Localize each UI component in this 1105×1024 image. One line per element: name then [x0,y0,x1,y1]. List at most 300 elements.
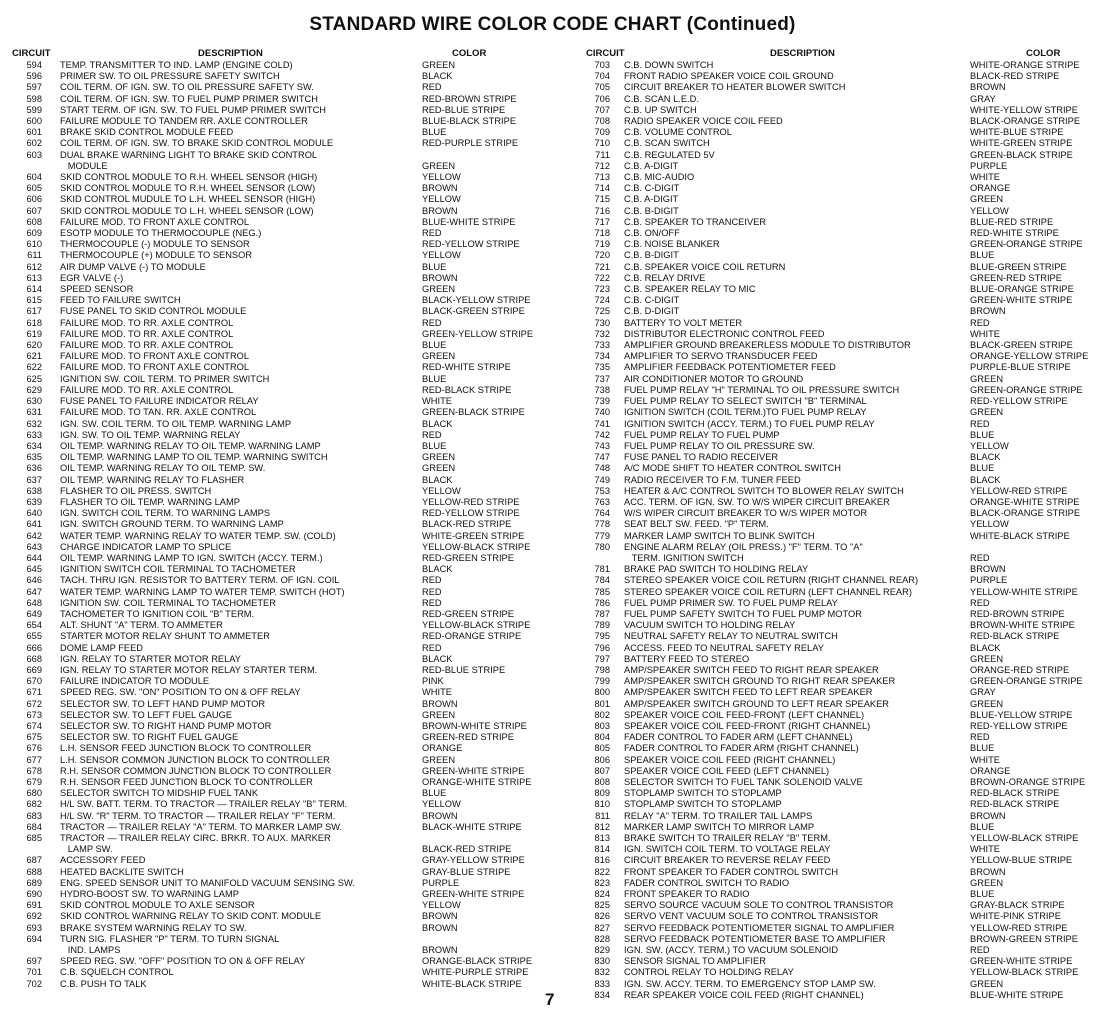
table-row [6,340,550,351]
wire-color: RED-WHITE STRIPE [970,228,1059,239]
wire-color: WHITE-PURPLE STRIPE [422,967,529,978]
wire-description: FAILURE MOD. TO RR. AXLE CONTROL [60,384,234,395]
wire-description: IGNITION SWITCH (COIL TERM.)TO FUEL PUMP RELAY [624,407,867,418]
circuit-number: 643 [26,541,42,552]
table-row [584,486,1105,497]
wire-description: SKID CONTROL MODULE TO L.H. WHEEL SENSOR (LOW) [60,205,314,216]
wire-description: AMP/SPEAKER SWITCH GROUND TO LEFT REAR SPEAKER [624,698,890,709]
wire-description: IGN. SWITCH GROUND TERM. TO WARNING LAMP [60,519,284,530]
table-row [584,654,1105,665]
circuit-number: 732 [594,328,610,339]
wire-description: C.B. REGULATED 5V [624,149,715,160]
wire-color: RED [970,552,990,563]
circuit-number: 613 [26,272,42,283]
wire-description: FAILURE MOD. TO TAN. RR. AXLE CONTROL [60,407,257,418]
wire-color: WHITE [970,844,1000,855]
table-row [584,699,1105,710]
wire-color: GREEN-ORANGE STRIPE [970,676,1083,687]
wire-color: GRAY-BLACK STRIPE [970,900,1065,911]
wire-color: WHITE-BLACK STRIPE [970,530,1070,541]
wire-color: BROWN [970,82,1006,93]
wire-description: ACC. TERM. OF IGN. SW. TO W/S WIPER CIRCUIT BREAKER [624,496,890,507]
wire-color: BLACK-GREEN STRIPE [422,306,525,317]
wire-color: BROWN [422,183,458,194]
table-row [6,329,550,340]
wire-description: SPEED REG. SW. "OFF" POSITION TO ON & OFF RELAY [60,956,306,967]
wire-color: RED-WHITE STRIPE [422,362,511,373]
circuit-number: 690 [26,889,42,900]
wire-color: RED-YELLOW STRIPE [970,396,1068,407]
table-row [584,620,1105,631]
circuit-number: 733 [594,340,610,351]
wire-color: BROWN [422,911,458,922]
table-row [584,553,1105,564]
circuit-number: 707 [594,104,610,115]
table-row [584,385,1105,396]
wire-color: GREEN [970,978,1004,989]
wire-description: STARTER MOTOR RELAY SHUNT TO AMMETER [60,631,270,642]
circuit-number: 730 [594,317,610,328]
circuit-number: 715 [594,194,610,205]
wire-color: WHITE [422,687,452,698]
page-title: STANDARD WIRE COLOR CODE CHART (Continued) [309,14,796,35]
wire-color: YELLOW [422,250,461,261]
circuit-number: 671 [26,687,42,698]
wire-color: GREEN [422,754,456,765]
wire-description: AMP/SPEAKER SWITCH FEED TO RIGHT REAR SPEAKER [624,664,879,675]
circuit-number: 682 [26,799,42,810]
wire-color: BROWN [422,205,458,216]
circuit-number: 670 [26,676,42,687]
circuit-number: 603 [26,149,42,160]
table-row [584,71,1105,82]
wire-color: RED [970,945,990,956]
table-row [584,441,1105,452]
wire-description: AMPLIFIER GROUND BREAKERLESS MODULE TO DISTRIBUTOR [624,340,911,351]
wire-description: AIR CONDITIONER MOTOR TO GROUND [624,373,804,384]
wire-description: FAILURE MOD. TO FRONT AXLE CONTROL [60,351,250,362]
wire-description: COIL TERM. OF IGN. SW. TO FUEL PUMP PRIMER SWITCH [60,93,318,104]
circuit-number: 829 [594,945,610,956]
table-row [6,766,550,777]
table-row [584,878,1105,889]
wire-color: RED-YELLOW STRIPE [970,720,1068,731]
circuit-number: 798 [594,664,610,675]
circuit-number: 614 [26,284,42,295]
table-row [584,374,1105,385]
wire-color: BROWN [422,810,458,821]
wire-description: H/L SW. BATT. TERM. TO TRACTOR — TRAILER RELAY "B" TERM. [60,799,348,810]
table-row [584,743,1105,754]
wire-description: IND. LAMPS [60,945,121,956]
wire-description: DOME LAMP FEED [60,642,144,653]
wire-color: RED [422,317,442,328]
wire-description: TACH. THRU IGN. RESISTOR TO BATTERY TERM. OF IGN. COIL [60,575,340,586]
circuit-number: 714 [594,183,610,194]
wire-description: SPEAKER VOICE COIL FEED (RIGHT CHANNEL) [624,754,836,765]
table-row [6,643,550,654]
wire-description: ACCESSORY FEED [60,855,146,866]
wire-color: BLUE [422,261,447,272]
table-row [6,833,550,844]
wire-color: GREEN-ORANGE STRIPE [970,239,1083,250]
wire-color: BROWN [422,945,458,956]
wire-color: BLUE [970,463,995,474]
circuit-number: 708 [594,116,610,127]
wire-description: BATTERY TO VOLT METER [624,317,743,328]
circuit-number: 828 [594,933,610,944]
table-row [584,855,1105,866]
wire-color: GREEN-WHITE STRIPE [422,889,525,900]
wire-color: RED-BROWN STRIPE [970,608,1065,619]
wire-color: RED-GREEN STRIPE [422,552,514,563]
circuit-number: 636 [26,463,42,474]
table-row [6,878,550,889]
wire-description: C.B. C-DIGIT [624,295,680,306]
table-row [6,60,550,71]
wire-description: SERVO SOURCE VACUUM SOLE TO CONTROL TRANSISTOR [624,900,894,911]
wire-description: SELECTOR SW. TO LEFT HAND PUMP MOTOR [60,698,266,709]
wire-description: STEREO SPEAKER VOICE COIL RETURN (LEFT CHANNEL REAR) [624,586,912,597]
wire-description: RADIO SPEAKER VOICE COIL FEED [624,116,783,127]
circuit-number: 617 [26,306,42,317]
table-row [6,508,550,519]
right-column [584,48,1105,1001]
table-row [6,194,550,205]
wire-color: PURPLE [970,160,1008,171]
circuit-number: 826 [594,911,610,922]
wire-description: BRAKE SWITCH TO TRAILER RELAY "B" TERM. [624,833,831,844]
wire-color: GREEN [422,351,456,362]
wire-description: FRONT RADIO SPEAKER VOICE COIL GROUND [624,71,834,82]
table-row [584,340,1105,351]
wire-color: GREEN [422,284,456,295]
circuit-number: 834 [594,989,610,1000]
table-row [6,497,550,508]
table-row [584,900,1105,911]
table-row [6,956,550,967]
circuit-number: 692 [26,911,42,922]
wire-color: GREEN-BLACK STRIPE [970,149,1073,160]
wire-description: TRACTOR — TRAILER RELAY "A" TERM. TO MARKER LAMP SW. [60,821,343,832]
wire-color: RED [422,575,442,586]
table-row [584,508,1105,519]
wire-color: BLUE [970,250,995,261]
circuit-number: 806 [594,754,610,765]
wire-description: WATER TEMP. WARNING LAMP TO WATER TEMP. SWITCH (HOT) [60,586,345,597]
wire-color: YELLOW [422,172,461,183]
wire-description: C.B. SCAN L.E.D. [624,93,699,104]
table-row [584,116,1105,127]
table-row [6,654,550,665]
table-row [6,687,550,698]
table-row [6,374,550,385]
wire-color: YELLOW-RED STRIPE [970,922,1068,933]
circuit-number: 605 [26,183,42,194]
wire-color: WHITE-YELLOW STRIPE [970,104,1078,115]
wire-description: FLASHER TO OIL PRESS. SWITCH [60,485,212,496]
circuit-number: 713 [594,172,610,183]
wire-description: CONTROL RELAY TO HOLDING RELAY [624,967,794,978]
table-row [6,172,550,183]
wire-color: YELLOW [422,900,461,911]
circuit-number: 615 [26,295,42,306]
wire-color: PINK [422,676,444,687]
wire-description: CHARGE INDICATOR LAMP TO SPLICE [60,541,232,552]
wire-description: C.B. VOLUME CONTROL [624,127,732,138]
circuit-number: 630 [26,396,42,407]
circuit-number: 669 [26,664,42,675]
table-row [584,362,1105,373]
circuit-number: 642 [26,530,42,541]
wire-description: OIL TEMP. WARNING LAMP TO IGN. SWITCH (ACCY. TERM.) [60,552,323,563]
wire-description: C.B. NOISE BLANKER [624,239,720,250]
table-row [584,452,1105,463]
wire-color: GREEN [422,452,456,463]
table-row [6,575,550,586]
circuit-number: 604 [26,172,42,183]
wire-color: RED-BLUE STRIPE [422,664,506,675]
circuit-number: 688 [26,866,42,877]
table-row [584,945,1105,956]
wire-color: GREEN [970,653,1004,664]
wire-description: COIL TERM. OF IGN. SW. TO OIL PRESSURE SAFETY SW. [60,82,314,93]
wire-description: AMP/SPEAKER SWITCH GROUND TO RIGHT REAR SPEAKER [624,676,896,687]
table-row [6,844,550,855]
wire-color: WHITE-ORANGE STRIPE [970,60,1080,70]
wire-color: RED-YELLOW STRIPE [422,239,520,250]
table-row [584,430,1105,441]
wire-description: FUEL PUMP SAFETY SWITCH TO FUEL PUMP MOTOR [624,608,862,619]
circuit-number: 674 [26,720,42,731]
circuit-number: 687 [26,855,42,866]
wire-description: IGNITION SWITCH COIL TERMINAL TO TACHOMETER [60,564,296,575]
wire-color: BROWN [970,306,1006,317]
circuit-number: 672 [26,698,42,709]
circuit-number: 676 [26,743,42,754]
wire-description: BATTERY FEED TO STEREO [624,653,750,664]
wire-color: RED [422,586,442,597]
wire-description: FAILURE MOD. TO RR. AXLE CONTROL [60,340,234,351]
wire-color: BROWN-GREEN STRIPE [970,933,1078,944]
table-row [6,452,550,463]
table-row [6,676,550,687]
circuit-number: 608 [26,216,42,227]
wire-description: TRACTOR — TRAILER RELAY CIRC. BRKR. TO AUX. MARKER [60,833,331,844]
wire-color: BLUE [970,821,995,832]
wire-color: BLACK [422,71,453,82]
table-row [584,295,1105,306]
circuit-number: 655 [26,631,42,642]
wire-color: BLACK [422,653,453,664]
circuit-number: 802 [594,709,610,720]
wire-description: SPEAKER VOICE COIL FEED (LEFT CHANNEL) [624,765,830,776]
circuit-number: 724 [594,295,610,306]
circuit-number: 787 [594,608,610,619]
wire-description: RADIO RECEIVER TO F.M. TUNER FEED [624,474,801,485]
circuit-number: 620 [26,340,42,351]
circuit-number: 781 [594,564,610,575]
wire-color: ORANGE-WHITE STRIPE [970,496,1080,507]
wire-description: BRAKE PAD SWITCH TO HOLDING RELAY [624,564,809,575]
table-row [6,743,550,754]
circuit-number: 743 [594,440,610,451]
wire-description: C.B. ON/OFF [624,228,680,239]
table-row [584,105,1105,116]
circuit-number: 598 [26,93,42,104]
wire-color: YELLOW-WHITE STRIPE [970,586,1078,597]
table-row [584,833,1105,844]
circuit-number: 646 [26,575,42,586]
wire-color: YELLOW [422,194,461,205]
circuit-number: 597 [26,82,42,93]
wire-description: IGN. SW. ACCY. TERM. TO EMERGENCY STOP LAMP SW. [624,978,876,989]
table-row [6,362,550,373]
table-row [584,150,1105,161]
wire-color: RED-BLACK STRIPE [970,788,1060,799]
wire-color: YELLOW-BLACK STRIPE [422,620,531,631]
circuit-number: 780 [594,541,610,552]
table-row [584,306,1105,317]
wire-color: BLUE-ORANGE STRIPE [970,284,1074,295]
circuit-number: 649 [26,608,42,619]
circuit-number: 703 [594,60,610,70]
table-row [6,732,550,743]
wire-description: FADER CONTROL SWITCH TO RADIO [624,877,790,888]
circuit-number: 675 [26,732,42,743]
right-rows [584,60,1105,1001]
table-row [6,721,550,732]
wire-description: SKID CONTROL MODULE TO R.H. WHEEL SENSOR (HIGH) [60,172,318,183]
wire-color: BLUE-RED STRIPE [970,216,1054,227]
wire-description: FAILURE MOD. TO FRONT AXLE CONTROL [60,216,250,227]
wire-color: YELLOW-BLACK STRIPE [970,833,1079,844]
wire-color: BLUE [970,429,995,440]
wire-color: YELLOW-RED STRIPE [422,496,520,507]
wire-description: ENGINE ALARM RELAY (OIL PRESS.) "F" TERM. TO "A" [624,541,863,552]
wire-description: LAMP SW. [60,844,113,855]
circuit-number: 697 [26,956,42,967]
wire-description: WATER TEMP. WARNING RELAY TO WATER TEMP. SW. (COLD) [60,530,336,541]
wire-description: OIL TEMP. WARNING RELAY TO OIL TEMP. WARNING LAMP [60,440,321,451]
circuit-number: 822 [594,866,610,877]
wire-color: GRAY [970,687,996,698]
table-row [6,228,550,239]
table-row [584,631,1105,642]
table-row [6,788,550,799]
wire-description: W/S WIPER CIRCUIT BREAKER TO W/S WIPER MOTOR [624,508,868,519]
circuit-number: 779 [594,530,610,541]
wire-color: WHITE [422,396,452,407]
wire-description: ESOTP MODULE TO THERMOCOUPLE (NEG.) [60,228,262,239]
wire-description: A/C MODE SHIFT TO HEATER CONTROL SWITCH [624,463,841,474]
wire-description: RELAY "A" TERM. TO TRAILER TAIL LAMPS [624,810,813,821]
wire-color: BROWN-ORANGE STRIPE [970,777,1086,787]
table-row [584,519,1105,530]
wire-description: SKID CONTROL MUDULE TO L.H. WHEEL SENSOR (HIGH) [60,194,316,205]
wire-color: BLACK [970,452,1001,463]
wire-color: BLUE-BLACK STRIPE [422,116,517,127]
wire-color: GREEN-BLACK STRIPE [422,407,525,418]
wire-color: BROWN [422,698,458,709]
wire-color: RED [422,642,442,653]
wire-description: FUSE PANEL TO FAILURE INDICATOR RELAY [60,396,259,407]
left-column [6,48,550,990]
wire-color: BLUE [422,788,447,799]
wire-color: RED-BLACK STRIPE [970,799,1060,810]
wire-color: RED [422,597,442,608]
wire-color: WHITE-GREEN STRIPE [422,530,525,541]
table-row [584,82,1105,93]
circuit-number: 799 [594,676,610,687]
wire-description: FAILURE MOD. TO RR. AXLE CONTROL [60,317,234,328]
wire-description: TACHOMETER TO IGNITION COIL "B" TERM. [60,608,255,619]
table-row [584,911,1105,922]
circuit-number: 701 [26,967,42,978]
table-row [6,519,550,530]
wire-description: SKID CONTROL MODULE TO AXLE SENSOR [60,900,255,911]
wire-color: BLUE [422,340,447,351]
wire-color: RED-BLACK STRIPE [970,631,1060,642]
table-row [6,430,550,441]
description-header: DESCRIPTION [198,48,263,59]
circuit-number: 702 [26,978,42,989]
wire-description: R.H. SENSOR COMMON JUNCTION BLOCK TO CONTROLLER [60,765,332,776]
wire-color: BLACK-RED STRIPE [422,519,512,530]
table-row [584,172,1105,183]
circuit-number: 612 [26,261,42,272]
wire-description: SERVO FEEDBACK POTENTIOMETER BASE TO AMPLIFIER [624,933,886,944]
table-row [6,239,550,250]
wire-description: FUEL PUMP RELAY TO SELECT SWITCH "B" TERMINAL [624,396,867,407]
table-row [6,419,550,430]
wire-color: GREEN [422,60,456,70]
table-row [6,262,550,273]
table-row [584,822,1105,833]
table-row [6,934,550,945]
wire-description: L.H. SENSOR FEED JUNCTION BLOCK TO CONTROLLER [60,743,312,754]
table-row [6,631,550,642]
table-row [6,217,550,228]
wire-color: GREEN-WHITE STRIPE [422,765,525,776]
wire-description: C.B. SCAN SWITCH [624,138,710,149]
wire-description: C.B. A-DIGIT [624,160,679,171]
table-row [6,475,550,486]
wire-color: WHITE [970,328,1000,339]
wire-description: IGNITION SWITCH (ACCY. TERM.) TO FUEL PUMP RELAY [624,418,875,429]
color-header: COLOR [452,48,487,59]
table-row [6,945,550,956]
table-row [584,183,1105,194]
page-number: 7 [545,990,555,1009]
circuit-number: 807 [594,765,610,776]
wire-description: IGN. SW. COIL TERM. TO OIL TEMP. WARNING LAMP [60,418,292,429]
wire-color: BLUE-YELLOW STRIPE [970,709,1073,720]
wire-description: THERMOCOUPLE (+) MODULE TO SENSOR [60,250,253,261]
table-row [6,94,550,105]
table-row [584,194,1105,205]
wire-description: FRONT SPEAKER TO FADER CONTROL SWITCH [624,866,839,877]
wire-description: FAILURE MOD. TO FRONT AXLE CONTROL [60,362,250,373]
circuit-header: CIRCUIT [12,48,51,59]
wire-description: BRAKE SKID CONTROL MODULE FEED [60,127,234,138]
table-row [6,710,550,721]
wire-color: RED-BROWN STRIPE [422,93,517,104]
table-row [6,542,550,553]
circuit-number: 712 [594,160,610,171]
table-row [6,799,550,810]
wire-color: RED [970,597,990,608]
